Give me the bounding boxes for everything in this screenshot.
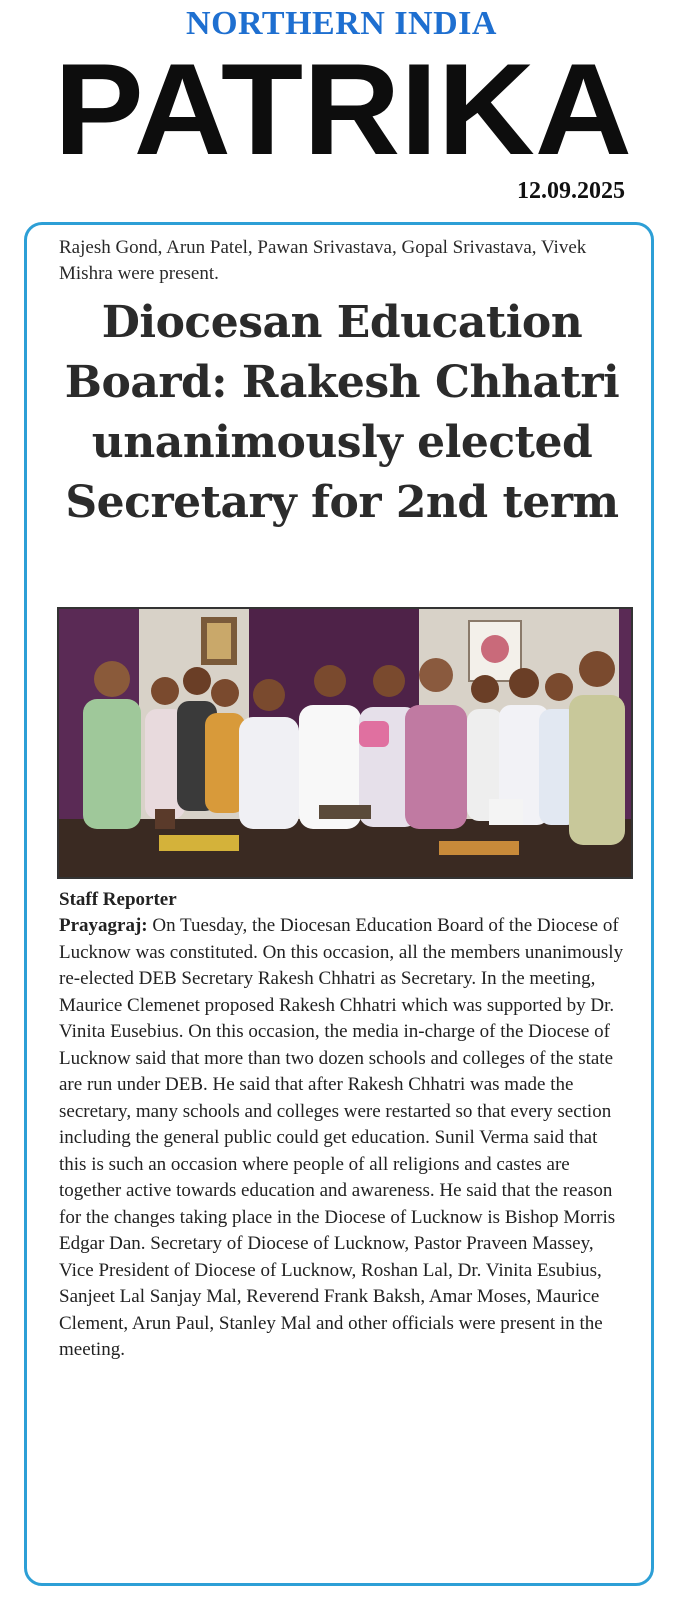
byline: Staff Reporter [59, 889, 177, 910]
masthead-subtitle: NORTHERN INDIA [186, 5, 497, 42]
masthead-title [52, 44, 634, 166]
masthead-title-text: PATRIKA [54, 44, 632, 166]
headline: Diocesan Education Board: Rakesh Chhatri unanimously elected Secretary for 2nd term [64, 297, 620, 528]
article-body [59, 913, 627, 1364]
dateline: Prayagraj: [59, 915, 148, 936]
group-photo-illustration [59, 609, 631, 877]
issue-date: 12.09.2025 [517, 178, 625, 204]
article-body-text: On Tuesday, the Diocesan Education Board of the Diocese of Lucknow was constituted. On this occasion, all the members unanimously re-elected DEB Secretary Rakesh Chhatri as Secretary. In the meeting, Maurice Clemenet proposed Rakesh Chhatri which was supported by Dr. Vinita Eusebius. On this occasion, the media in-charge of the Diocese of Lucknow said that more than two dozen schools and colleges of the state are run under DEB. He said that after Rakesh Chhatri was made the secretary, many schools and colleges were restarted so that every section including the general public could get education. Sunil Verma said that this is such an occasion where people of all religions and castes are together active towards education and awareness. He said that the reason for the changes taking place in the Diocese of Lucknow is Bishop Morris Edgar Dan. Secretary of Diocese of Lucknow, Pastor Praveen Massey, Vice President of Diocese of Lucknow, Roshan Lal, Dr. Vinita Esubius, Sanjeet Lal Sanjay Mal, Reverend Frank Baksh, Amar Moses, Maurice Clement, Arun Paul, Stanley Mal and other officials were present in the meeting. [59, 915, 624, 1360]
lead-line: Rajesh Gond, Arun Patel, Pawan Srivastava, Gopal Srivastava, Vivek Mishra were present. [59, 237, 587, 284]
article-box [24, 222, 654, 1586]
article-photo [57, 607, 633, 879]
